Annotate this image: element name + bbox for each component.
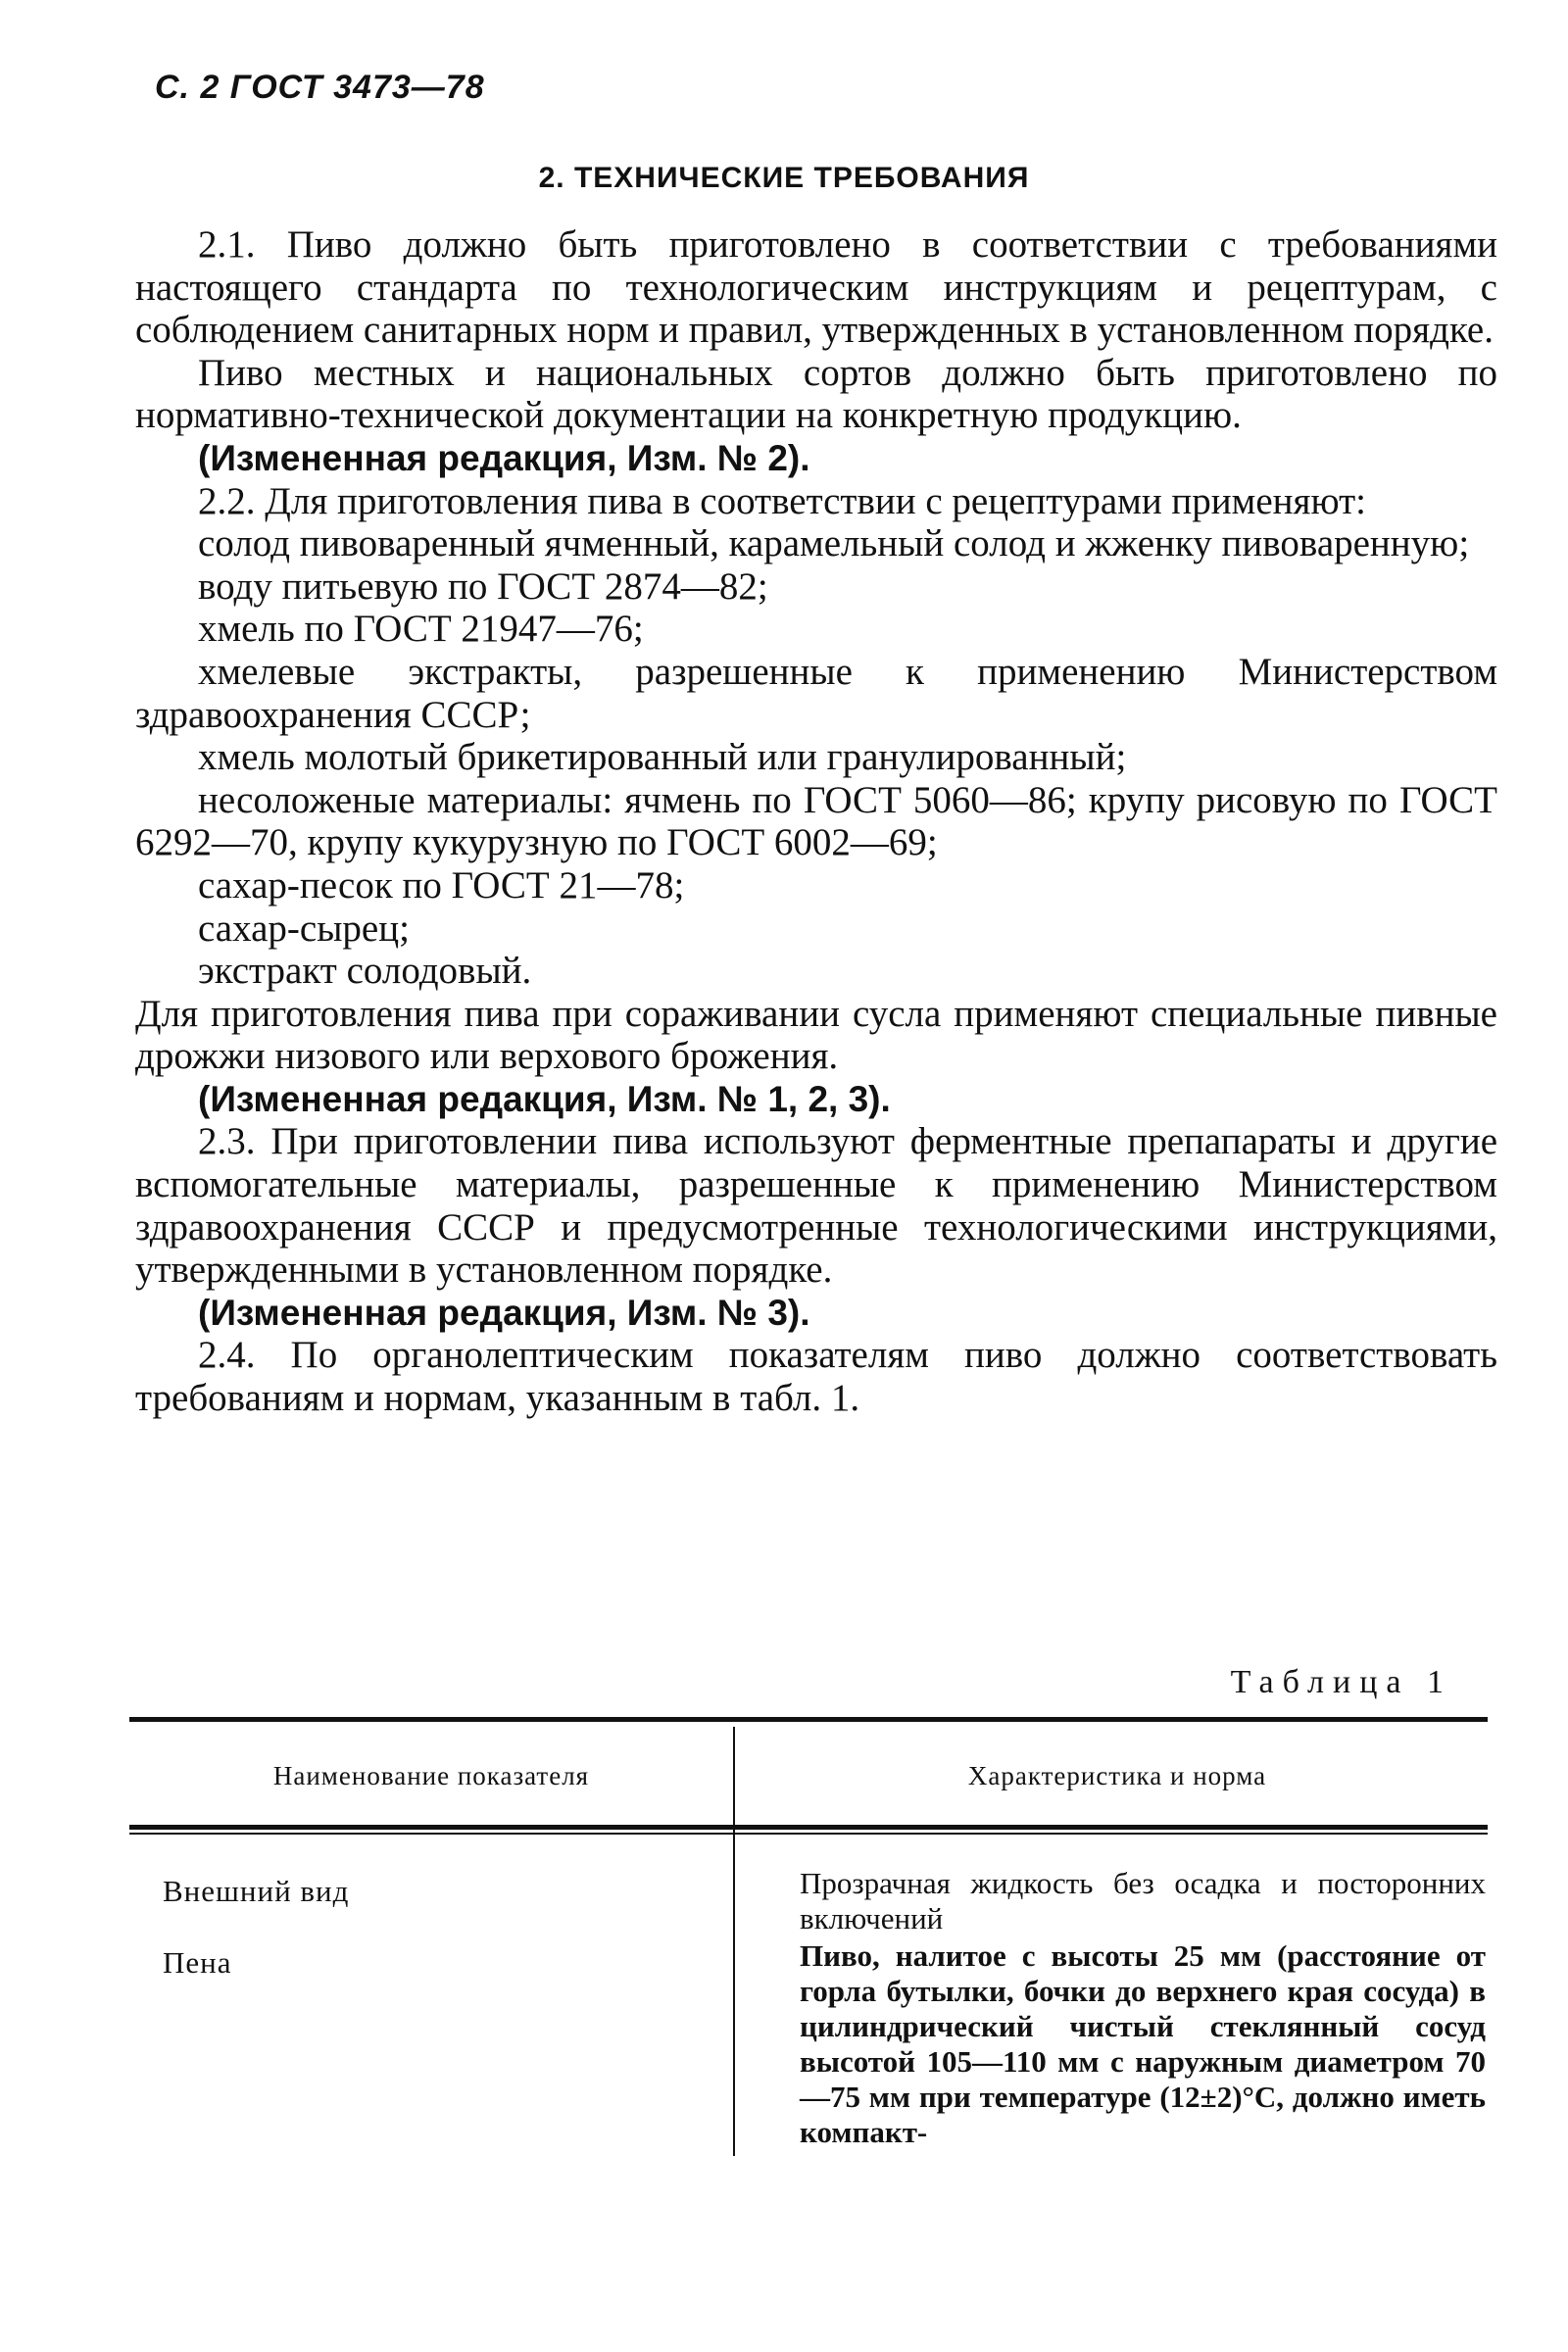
table-header-rule bbox=[129, 1825, 1488, 1830]
section-title: 2. ТЕХНИЧЕСКИЕ ТРЕБОВАНИЯ bbox=[538, 162, 1030, 194]
paragraph-2-1: 2.1. Пиво должно быть приготовлено в соответствии с требованиями настоящего стандарта по технологическим инструкциям и рецептурам, с соблюдением санитарных норм и правил, утвержденных в установленном порядке. bbox=[135, 223, 1497, 352]
amendment-note: (Измененная редакция, Изм. № 1, 2, 3). bbox=[198, 1078, 891, 1119]
list-item: воду питьевую по ГОСТ 2874—82; bbox=[198, 564, 768, 608]
list-item: хмель по ГОСТ 21947—76; bbox=[198, 608, 644, 651]
paragraph-2-2: 2.2. Для приготовления пива в соответствии с рецептурами применяют: bbox=[198, 479, 1366, 522]
table-column-divider bbox=[733, 1727, 735, 2156]
table-caption: Таблица 1 bbox=[1230, 1664, 1452, 1700]
list-item: сахар-сырец; bbox=[198, 906, 410, 950]
table-cell-name: Пена bbox=[163, 1945, 232, 1980]
paragraph-2-1-local: Пиво местных и национальных сортов должно быть приготовлено по нормативно-технической документации на конкретную продукцию. bbox=[135, 351, 1497, 437]
list-item: экстракт солодовый. bbox=[198, 950, 532, 993]
list-item: сахар-песок по ГОСТ 21—78; bbox=[198, 863, 685, 906]
table-header-rule-thin bbox=[129, 1833, 1488, 1835]
list-item: хмелевые экстракты, разрешенные к применению Министерством здравоохранения СССР; bbox=[135, 650, 1497, 736]
list-item: хмель молотый брикетированный или гранулированный; bbox=[198, 736, 1127, 779]
amendment-note: (Измененная редакция, Изм. № 3). bbox=[198, 1292, 810, 1333]
paragraph-yeast: Для приготовления пива при сораживании сусла применяют специальные пивные дрожжи низового или верхового брожения. bbox=[135, 992, 1497, 1078]
table-cell-value: Прозрачная жидкость без осадка и посторонних включений bbox=[800, 1866, 1486, 1936]
table-header-value: Характеристика и норма bbox=[967, 1761, 1267, 1790]
list-item: несоложеные материалы: ячмень по ГОСТ 5060—86; крупу рисовую по ГОСТ 6292—70, крупу кукурузную по ГОСТ 6002—69; bbox=[135, 778, 1497, 864]
table-header-name: Наименование показателя bbox=[272, 1761, 590, 1790]
amendment-note: (Измененная редакция, Изм. № 2). bbox=[198, 437, 810, 478]
table-cell-value: Пиво, налитое с высоты 25 мм (расстояние от горла бутылки, бочки до верхнего края сосуда) в цилиндрический чистый стеклянный сосуд высотой 105—110 мм с наружным диаметром 70—75 мм при температуре (12±2)°С, должно иметь компакт- bbox=[800, 1938, 1486, 2149]
table-cell-name: Внешний вид bbox=[163, 1874, 350, 1908]
document-body bbox=[135, 223, 1497, 1420]
paragraph-2-3: 2.3. При приготовлении пива используют ферментные препапараты и другие вспомогательные материалы, разрешенные к применению Министерством здравоохранения СССР и предусмотренные технологическими инструкциями, утвержденными в установленном порядке. bbox=[135, 1120, 1497, 1292]
paragraph-2-4: 2.4. По органолептическим показателям пиво должно соответствовать требованиям и нормам, указанным в табл. 1. bbox=[135, 1334, 1497, 1420]
table-top-rule bbox=[129, 1717, 1488, 1722]
page-header: С. 2 ГОСТ 3473—78 bbox=[155, 69, 485, 106]
list-item: солод пивоваренный ячменный, карамельный солод и жженку пивоваренную; bbox=[198, 522, 1470, 565]
